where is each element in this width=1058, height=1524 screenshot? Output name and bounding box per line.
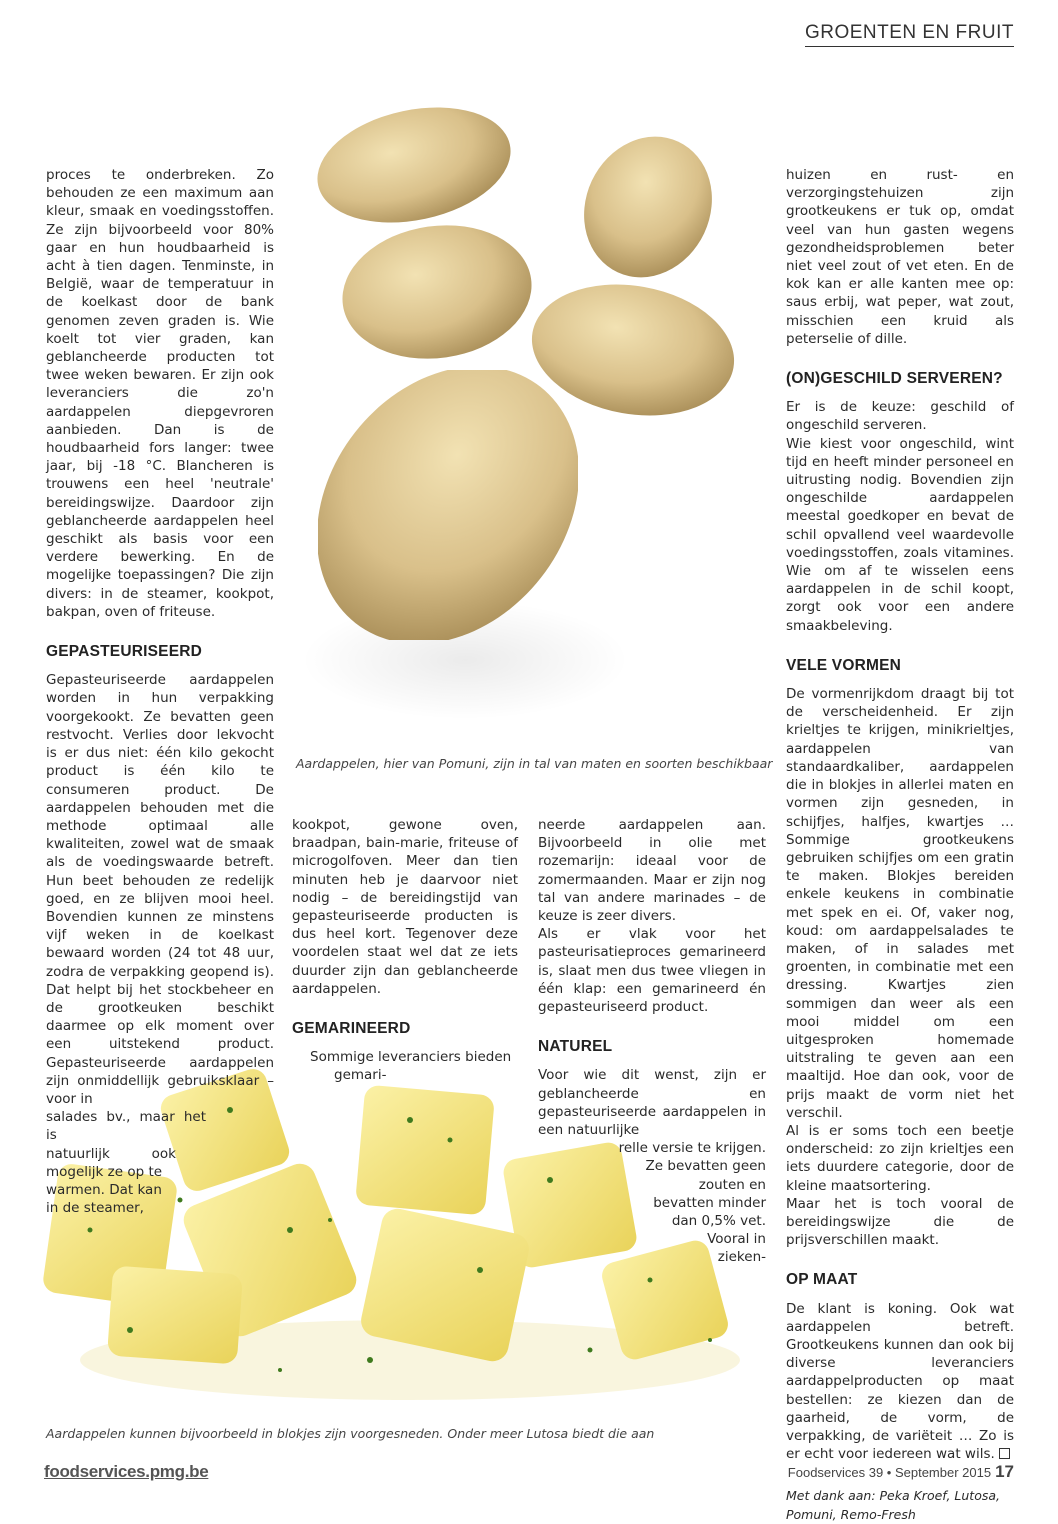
- text-line: Vooral in: [707, 1231, 766, 1248]
- text-line: natuurlijk ook mogelijk ze op te: [46, 1145, 176, 1180]
- text-line: gemari-: [334, 1067, 387, 1084]
- paragraph: kookpot, gewone oven, braadpan, bain-marie, friteuse of microgolfoven. Meer dan tien minuten heb je daarvoor niet nodig – de bereidingstijd van gepasteuriseerde producten is dus heel kort. Tegenover deze voordelen staat wel dat ze iets duurder zijn dan geblancheerde aardappelen.: [292, 817, 518, 997]
- page-number: 17: [995, 1462, 1014, 1481]
- column-middle-2: [538, 816, 766, 1267]
- text-line: Ze bevatten geen: [645, 1158, 766, 1175]
- paragraph: Wie kiest voor ongeschild, wint tijd en heeft minder personeel en uitrusting nodig. Bovendien zijn ongeschilde aardappelen meestal goedkoper en bevat de schil opvallend veel waardevolle voedingsstoffen, zoals vitamines. Wie om af te wisselen eens aardappelen in de schil koopt, zorgt ook voor een andere smaakbeleving.: [786, 435, 1014, 634]
- paragraph: proces te onderbreken. Zo behouden ze een maximum aan kleur, smaak en voedingsstoffen. Ze zijn bijvoorbeeld voor 80% gaar en hun houdbaarheid is acht à tien dagen. Tenminste, in België, waar de temperatuur in de koelkast door de bank genomen zeven graden is. Wie koelt tot vier graden, kan geblancheerde producten tot twee weken bewaren. Er zijn ook leveranciers die zo'n aardappelen diepgevroren aanbieden. Dan is de houdbaarheid fors langer: twee jaar, bij -18 °C. Blancheren is trouwens een heel 'neutrale' bereidingswijze. Daardoor zijn geblancheerde aardappelen heel geschikt als basis voor een verdere bewerking. En de mogelijke toepassingen? Die zijn divers: in de steamer, kookpot, bakpan, oven of friteuse.: [46, 167, 274, 620]
- acknowledgement: Met dank aan: Peka Kroef, Lutosa, Pomuni, Remo-Fresh: [786, 1488, 1000, 1522]
- text-line: zouten en: [698, 1176, 766, 1193]
- heading-gepasteuriseerd: GEPASTEURISEERD: [46, 643, 203, 661]
- text-line: bevatten minder: [653, 1194, 766, 1211]
- text-line: relle versie te krijgen.: [618, 1140, 766, 1157]
- text-line: Sommige leveranciers bieden: [310, 1049, 512, 1066]
- paragraph: Voor wie dit wenst, zijn er geblancheerde en gepasteuriseerde aardappelen in een natuurlijke: [538, 1067, 766, 1139]
- column-left: [46, 166, 274, 1217]
- column-right: [786, 166, 1014, 1524]
- paragraph: Gepasteuriseerde aardappelen worden in hun verpakking voorgekookt. Ze bevatten geen restvocht. Verlies door lekvocht is er dus niet: één kilo gekocht product is één kilo te consumeren product. De aardappelen behouden met die methode optimaal alle kwaliteiten, zowel wat de smaak als de voedingswaarde betreft. Hun beet behouden ze redelijk goed, en ze blijven mooi heel. Bovendien kunnen ze minstens vijf weken in de koelkast bewaard worden (24 tot 48 uur, zodra de verpakking geopend is). Dat helpt bij het stockbeheer en de grootkeuken beschikt daarmee op elk moment over een uitstekend product. Gepasteuriseerde aardappelen zijn onmiddellijk gebruiksklaar – voor in: [46, 672, 274, 1107]
- photo-caption: Aardappelen, hier van Pomuni, zijn in tal van maten en soorten beschikbaar: [296, 756, 773, 771]
- text-line: warmen. Dat kan: [46, 1181, 162, 1198]
- footer-issue: [788, 1462, 1014, 1482]
- text-line: dan 0,5% vet.: [671, 1213, 766, 1230]
- potato-image: [578, 132, 718, 282]
- heading-geschild: (ON)GESCHILD SERVEREN?: [786, 370, 1003, 388]
- potato-image: [340, 220, 535, 365]
- text-line: zieken-: [717, 1249, 766, 1266]
- potato-image: [318, 370, 578, 640]
- heading-op-maat: OP MAAT: [786, 1271, 858, 1289]
- paragraph-text: De klant is koning. Ook wat aardappelen betreft. Grootkeukens kunnen dan ook bij diverse leveranciers aardappelproducten op maat bestellen: ze kiezen dan de gaarheid, de vorm, de verpakking, de variëteit … Zo is er echt voor iedereen wat wils.: [786, 1300, 1014, 1463]
- photo-caption: Aardappelen kunnen bijvoorbeeld in blokjes zijn voorgesneden. Onder meer Lutosa biedt die aan: [46, 1426, 655, 1441]
- paragraph: Al is er soms toch een beetje onderscheid: zo zijn krieltjes een iets duurdere categorie, door de kleine maatsortering.: [786, 1122, 1014, 1194]
- text-line: in de steamer,: [46, 1200, 144, 1217]
- paragraph: Als er vlak voor het pasteurisatieproces gemarineerd is, slaat men dus twee vliegen in één klap: een gemarineerd én gepasteuriseerd product.: [538, 926, 766, 1016]
- potato-image: [314, 100, 514, 230]
- paragraph: neerde aardappelen aan. Bijvoorbeeld in olie met rozemarijn: ideaal voor de zomermaanden. Maar er zijn nog tal van andere marinades – de keuze is zeer divers.: [538, 817, 766, 925]
- paragraph: [786, 1300, 1014, 1464]
- issue-label: Foodservices 39 • September 2015: [787, 1465, 992, 1480]
- column-middle: [292, 816, 518, 1085]
- footer-website-link[interactable]: foodservices.pmg.be: [44, 1462, 209, 1481]
- paragraph: Maar het is toch vooral de bereidingswijze die de prijsverschillen maakt.: [786, 1195, 1014, 1249]
- heading-gemarineerd: GEMARINEERD: [292, 1020, 411, 1038]
- text-line: salades bv., maar het is: [46, 1109, 206, 1144]
- heading-naturel: NATUREL: [538, 1038, 613, 1056]
- end-mark-icon: [999, 1448, 1010, 1459]
- heading-vormen: VELE VORMEN: [786, 656, 902, 674]
- paragraph: Er is de keuze: geschild of ongeschild serveren.: [786, 399, 1014, 434]
- section-label: GROENTEN EN FRUIT: [805, 22, 1014, 47]
- paragraph: De vormenrijkdom draagt bij tot de verscheidenheid. Er zijn krieltjes te krijgen, minikrieltjes, aardappelen van standaardkaliber, aardappelen die in blokjes in allerlei maten en vormen zijn gesneden, in schijfjes, halfjes, kwartjes … Sommige grootkeukens gebruiken schijfjes om een gratin te maken. Blokjes bereiden enkele keukens in combinatie met spek en ei. Of, vaker nog, koud: om aardappelsalades te maken, of in salades met groenten, in combinatie met een dressing. Kwartjes zien sommigen dan weer als een mooi middel om een uitgesproken homemade uitstraling te geven aan een maaltijd. Hoe dan ook, voor de prijs maakt de vorm niet het verschil.: [786, 686, 1014, 1121]
- paragraph: huizen en rust- en verzorgingstehuizen zijn grootkeukens er tuk op, omdat veel van hun gasten wegens gezondheidsproblemen beter niet veel zout of vet eten. En de kok kan er alle kanten mee op: saus erbij, wat peper, wat zout, misschien een kruid als peterselie of dille.: [786, 167, 1014, 347]
